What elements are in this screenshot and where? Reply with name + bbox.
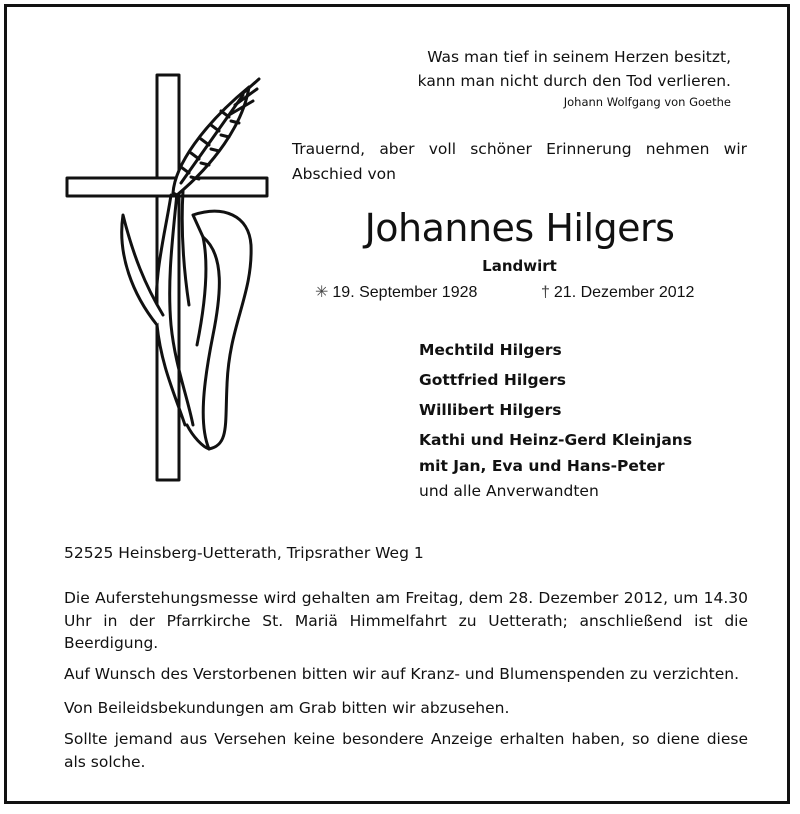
quote-line: Was man tief in seinem Herzen besitzt,	[427, 48, 731, 66]
condolences-paragraph: Von Beileidsbekundungen am Grab bitten wir abzusehen.	[64, 699, 510, 717]
birth-star-icon: ✳	[315, 284, 329, 301]
notice-paragraph: Sollte jemand aus Versehen keine besondere Anzeige erhalten haben, so diene diese als solche.	[64, 730, 748, 771]
birth-date-text: 19. September 1928	[332, 284, 478, 301]
funeral-mass-paragraph: Die Auferstehungsmesse wird gehalten am Freitag, dem 28. Dezember 2012, um 14.30 Uhr in der Pfarrkirche St. Mariä Himmelfahrt zu Uetterath; anschließend ist die Beerdigung.	[64, 589, 748, 652]
family-list	[419, 335, 779, 503]
obituary-notice	[4, 4, 790, 804]
quote-author: Johann Wolfgang von Goethe	[563, 95, 731, 109]
birth-date	[315, 281, 477, 305]
family-member: Kathi und Heinz-Gerd Kleinjans	[419, 431, 693, 449]
death-date-text: 21. Dezember 2012	[553, 284, 695, 301]
deceased-name: Johannes Hilgers	[364, 206, 675, 250]
family-member: Gottfried Hilgers	[419, 371, 566, 389]
death-date	[541, 281, 694, 305]
deceased-occupation: Landwirt	[482, 257, 557, 275]
quote-line: kann man nicht durch den Tod verlieren.	[417, 72, 731, 90]
relatives-note: und alle Anverwandten	[419, 482, 599, 500]
death-cross-icon: †	[541, 284, 550, 301]
family-member: mit Jan, Eva und Hans-Peter	[419, 457, 665, 475]
family-member: Mechtild Hilgers	[419, 341, 562, 359]
cross-with-wheat-icon	[53, 65, 283, 485]
no-flowers-paragraph: Auf Wunsch des Verstorbenen bitten wir auf Kranz- und Blumenspenden zu verzichten.	[64, 665, 740, 683]
family-member: Willibert Hilgers	[419, 401, 562, 419]
intro-text: Trauernd, aber voll schöner Erinnerung nehmen wir Abschied von	[292, 140, 747, 183]
quote	[311, 45, 731, 111]
address: 52525 Heinsberg-Uetterath, Tripsrather Weg 1	[64, 544, 424, 562]
